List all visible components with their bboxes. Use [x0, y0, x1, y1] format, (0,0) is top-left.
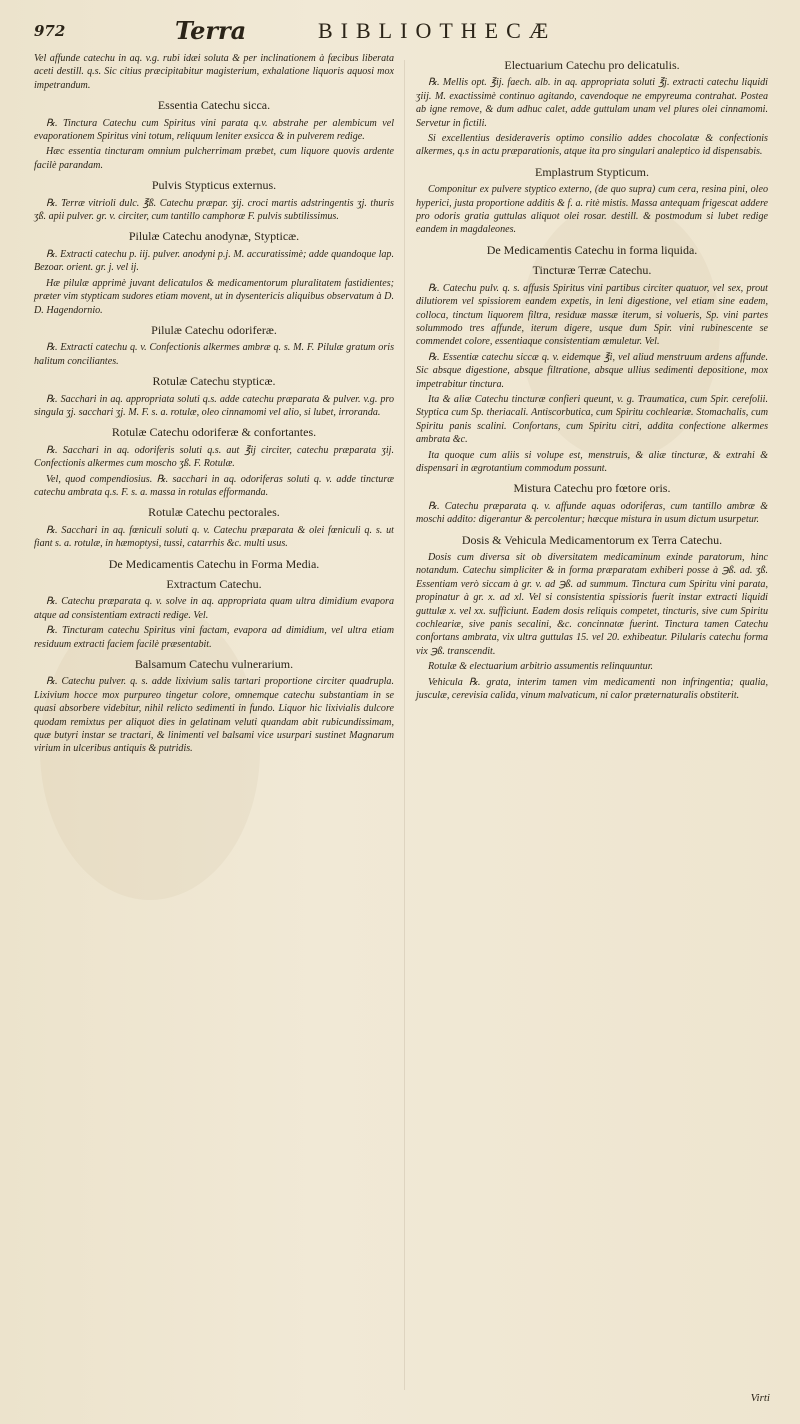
section-heading: Tincturæ Terræ Catechu. — [532, 263, 652, 278]
right-column — [416, 52, 768, 704]
section-heading: De Medicamentis Catechu in Forma Media. — [108, 556, 320, 571]
paragraph: ℞. Sacchari in aq. odoriferis soluti q.s. aut ℥ij circiter, catechu præparata ʒij. Confectionis alkermes cum moscho ʒß. F. Rotulæ. — [34, 444, 394, 470]
paragraph: ℞. Extracti catechu q. v. Confectionis alkermes ambræ q. s. M. F. Pilulæ gratum oris halitum conciliantes. — [34, 342, 394, 367]
paragraph: Si excellentius desideraveris optimo consilio addes chocolatæ & confectionis alkermes, q.s in actu præparationis, atque ita pro singulari analeptico id dispensabis. — [416, 133, 768, 158]
section-heading: Electuarium Catechu pro delicatulis. — [504, 58, 680, 72]
page-number: 972 — [34, 22, 66, 40]
paragraph: Vehicula ℞. grata, interim tamen vim medicamenti non infringentia; qualia, jusculæ, cerevisia calida, vinum malvaticum, ni calor præternaturalis obstiterit. — [416, 676, 768, 702]
section-heading: Extractum Catechu. — [166, 577, 262, 591]
paragraph: ℞. Essentiæ catechu siccæ q. v. eidemque ℥i, vel aliud menstruum ardens affunde. Sic absque digestione, absque filtratione, absque ullius sedimenti depositione, mox impetrabitur tinctura. — [416, 351, 768, 390]
paragraph: Componitur ex pulvere styptico externo, (de quo supra) cum cera, resina pini, oleo hyperici, justa proportione additis & f. a. ritè mistis. Massa antequam frigescat addere pro odoris gratia guttulas aliquot olei rosar. destill. & postmodum si lubet redige eandem in magdaleones. — [416, 184, 768, 236]
paragraph: Rotulæ & electuarium arbitrio assumentis relinquuntur. — [428, 661, 654, 673]
section-heading: Rotulæ Catechu odoriferæ & confortantes. — [111, 425, 317, 440]
paragraph: Hæc essentia tincturam omnium pulcherrimam præbet, cum liquore quovis ardente facilè parandam. — [34, 146, 394, 171]
paragraph: ℞. Sacchari in aq. fœniculi soluti q. v. Catechu præparata & olei fœniculi q. s. ut fiant s. a. rotulæ, in hæmoptysi, tussi, catarrhis &c. multi usus. — [34, 524, 394, 550]
left-column — [34, 52, 394, 758]
catchword: Virti — [750, 1392, 770, 1404]
paragraph: ℞. Catechu præparata q. v. solve in aq. appropriata quam ultra dimidium evapora atque ad consistentiam extracti redige. Vel. — [34, 596, 394, 621]
section-heading: Pilulæ Catechu anodynæ, Stypticæ. — [128, 229, 300, 244]
section-heading: Balsamum Catechu vulnerarium. — [134, 657, 294, 672]
section-heading: Rotulæ Catechu pectorales. — [148, 505, 280, 520]
paragraph: ℞. Tinctura Catechu cum Spiritus vini parata q.v. abstrahe per alembicum vel evaporationem Spiritus vini totum, reliquum leniter exsicca & in pulverem redige. — [34, 117, 394, 143]
paragraph: Ita quoque cum aliis si volupe est, menstruis, & aliæ tincturæ, & extrahi & dispensari in ægrotantium commodum possunt. — [416, 449, 768, 474]
paragraph: ℞. Catechu præparata q. v. affunde aquas odoriferas, cum tantillo ambræ & moschi addito: digerantur & percolentur; hæcque mistura in usum dictum usurpetur. — [416, 500, 768, 526]
paragraph: ℞. Catechu pulv. q. s. affusis Spiritus vini partibus circiter quatuor, vel sex, prout dilutiorem vel spissiorem eandem expetis, in leni digestione, vel etiam sine eadem, colloca, tinctum liquorem filtra, residuæ massæ iterum, si volueris, Sp. vini partes solummodo tres affunde, iterum digere, usque dum Spir. vini rubinescente se commendet colore, essentiaque consistentiam æmuletur. Vel. — [416, 282, 768, 348]
section-heading: Pilulæ Catechu odoriferæ. — [151, 322, 277, 337]
paragraph: ℞. Mellis opt. ℥ij. faech. alb. in aq. appropriata soluti ℥j. extracti catechu liquidi ʒiij. M. exactissimè continuo agitando, cavendoque ne empyreuma contrahat. Postea ab igne remove, & dum adhuc calet, adde guttulam unam vel plures olei cinnamomi. Servetur in fictili. — [416, 77, 768, 129]
paragraph: ℞. Sacchari in aq. appropriata soluti q.s. adde catechu præparata & pulver. v.g. pro singula ʒj. sacchari ʒj. M. F. s. a. rotulæ, oleo cinnamomi vel alio, si lubet, irroranda. — [34, 393, 394, 418]
paragraph: Hæ pilulæ apprimè juvant delicatulos & medicamentorum pluralitatem fastidientes; præter vim stypticam sudores etiam movent, ut in dysentericis aliquibus observatum à D. D. Hagendornio. — [34, 277, 394, 316]
section-heading: Essentia Catechu sicca. — [157, 98, 271, 113]
paragraph: ℞. Extracti catechu p. iij. pulver. anodyni p.j. M. accuratissimè; adde quandoque lap. Bezoar. orient. gr. j. vel ij. — [34, 248, 394, 274]
section-heading: Mistura Catechu pro fœtore oris. — [513, 481, 671, 496]
paragraph: Vel affunde catechu in aq. v.g. rubi idæi soluta & per inclinationem à fæcibus liberata aceti destill. q.s. Sic citius præcipitabitur magisterium, exhalatione liquoris aquosi mox impetrandum. — [34, 53, 394, 91]
book-title: BIBLIOTHECÆ — [318, 18, 557, 43]
section-heading: Dosis & Vehicula Medicamentorum ex Terra Catechu. — [461, 532, 723, 547]
paragraph: Ita & aliæ Catechu tincturæ confieri queunt, v. g. Traumatica, cum Spir. cerefolii. Styptica cum Sp. theriacali. Antiscorbutica, cum Spiritu cochleariæ. Stomachalis, cum Spiritu panis scalini. Confortans, cum Spiritu citri, addita confectione alkermes ambrata &c. — [416, 393, 768, 446]
section-heading: Pulvis Stypticus externus. — [151, 178, 277, 193]
paragraph: ℞. Catechu pulver. q. s. adde lixivium salis tartari proportione circiter quadrupla. Lixivium hocce mox purpureo tingetur colore, omnemque catechu substantiam in se quasi absorbere videbitur, nihil relicto sedimenti in fundo. Liquor hic lixivialis dulcore quodam remixtus per aliquot dies in gelatinam veluti quandam abit rubicundissimam, quæ butyri instar se tractari, & linimenti vel balsami vice usurpari sustinet Magnarum virium in ulceribus antiquis & putridis. — [34, 676, 394, 755]
paragraph: Dosis cum diversa sit ob diversitatem medicaminum exinde paratorum, hinc notandum. Catechu simpliciter & in forma præparatam exhiberi posse à ℈ß. ad. ʒß. Essentiam verò siccam à gr. v. ad ℈ß. ad summum. Tinctura cum Spiritu vini parata, propinatur à gr. x. ad xl. Vel si consistentia spissioris fuerit instar extracti liquidi guttulæ x. vel xx. sufficiunt. Eadem dosis reliquis competet, tincturis, sive cum Spiritu cochleariæ, sive panis secalini, &c. concinnatæ fuerint. Tinctura tamen Catechu confortans ambrata, vix ultra guttulas 15. vel 20. exhibeatur. Pilularis catechu forma vix ℈ß. transcendit. — [416, 552, 768, 657]
section-heading: Rotulæ Catechu stypticæ. — [152, 374, 276, 389]
paragraph: ℞. Terræ vitrioli dulc. ℥ß. Catechu præpar. ʒij. croci martis adstringentis ʒj. thuris ʒß. apii pulver. gr. v. circiter, cum tantillo camphoræ F. pulvis subtilissimus. — [34, 197, 394, 223]
column-divider — [404, 60, 405, 1390]
paragraph: Vel, quod compendiosius. ℞. sacchari in aq. odoriferas soluti q. v. adde tincturæ catechu ambrata q.s. F. s. a. massa in rotulas efformanda. — [34, 473, 394, 498]
section-heading: De Medicamentis Catechu in forma liquida. — [486, 242, 698, 257]
running-head — [0, 8, 800, 44]
paragraph: ℞. Tincturam catechu Spiritus vini factam, evapora ad dimidium, vel ultra etiam residuum extracti faciem facilè præsentabit. — [34, 625, 394, 650]
section-title: Terra — [175, 16, 247, 45]
section-heading: Emplastrum Stypticum. — [535, 164, 649, 179]
